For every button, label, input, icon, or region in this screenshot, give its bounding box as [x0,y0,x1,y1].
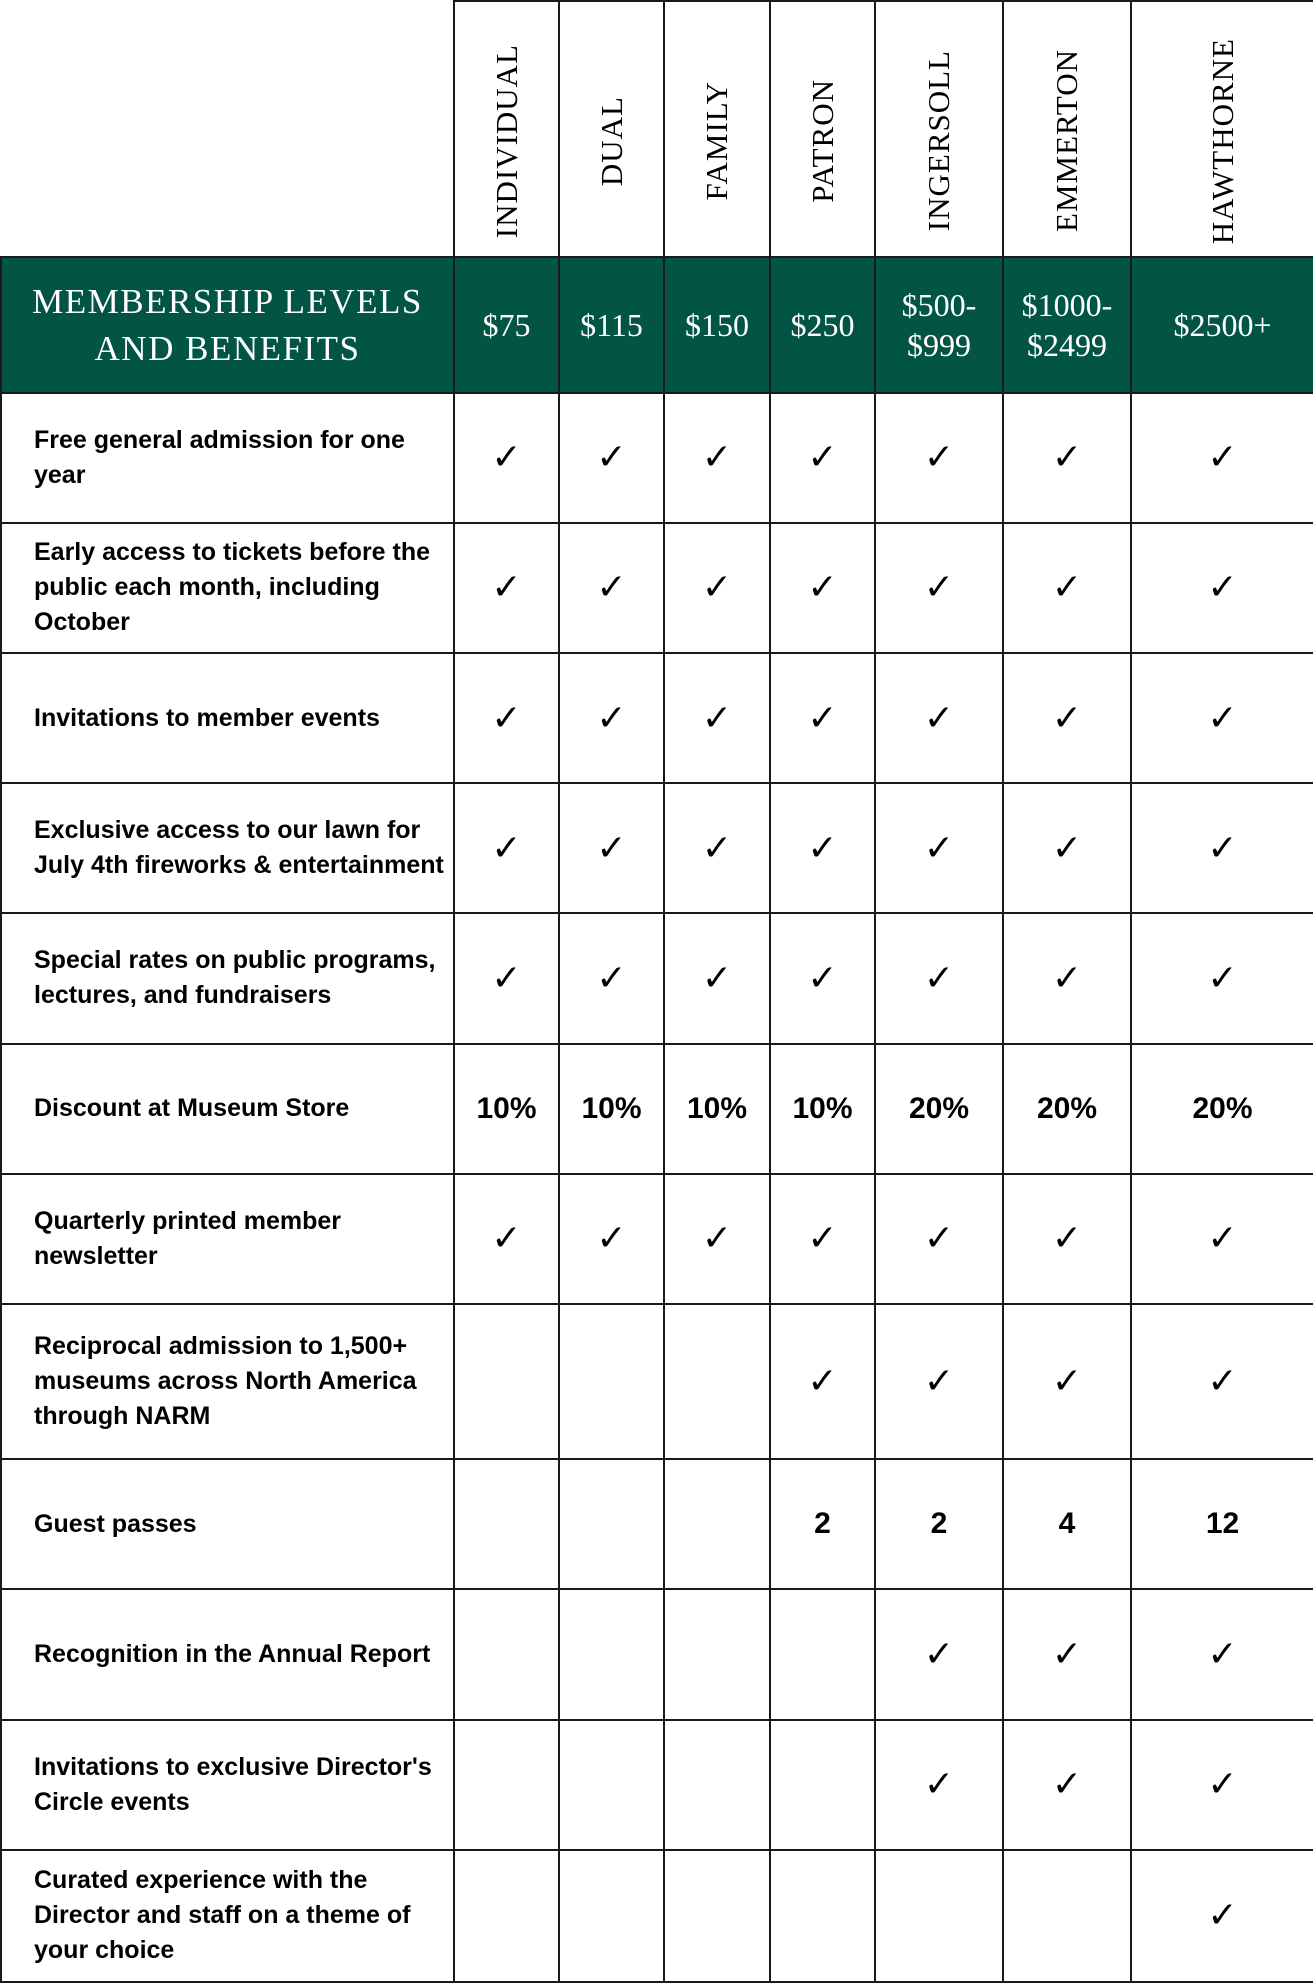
benefit-cell-ingersoll [875,393,1003,523]
benefit-label: Early access to tickets before the public each month, including October [1,523,454,653]
benefit-label: Invitations to exclusive Director's Circle events [1,1720,454,1850]
benefit-value: 10% [686,1091,748,1125]
tier-price-dual [559,257,664,392]
benefit-label: Exclusive access to our lawn for July 4th fireworks & entertainment [1,783,454,913]
benefit-cell-hawthorne [1131,1044,1313,1174]
checkmark-icon: ✓ [923,437,955,479]
checkmark-icon: ✓ [1207,957,1238,999]
benefit-row [1,1044,1313,1174]
checkmark-icon: ✓ [923,1361,955,1402]
benefit-row [1,913,1313,1043]
checkmark-icon: ✓ [1051,567,1083,609]
benefit-cell-dual [559,523,664,653]
benefit-cell-ingersoll [875,1850,1003,1982]
benefit-cell-family [664,653,770,783]
benefit-cell-family [664,1044,770,1174]
tier-price-value: $500- $999 [901,286,977,363]
benefit-row [1,1304,1313,1459]
benefit-cell-individual [454,1459,559,1589]
tier-name: INDIVIDUAL [488,43,524,238]
benefit-cell-family [664,1589,770,1719]
checkmark-icon: ✓ [1051,1361,1083,1402]
benefit-cell-patron [770,653,875,783]
checkmark-icon: ✓ [807,957,838,999]
checkmark-icon: ✓ [1207,437,1238,479]
tier-header-dual [559,1,664,257]
tier-name: FAMILY [699,80,734,201]
benefit-row [1,523,1313,653]
tier-price-value: $150 [685,306,749,343]
checkmark-icon: ✓ [1051,1633,1083,1675]
benefit-cell-ingersoll [875,1589,1003,1719]
benefit-cell-ingersoll [875,1044,1003,1174]
tier-name-row [1,1,1313,257]
checkmark-icon: ✓ [1207,1895,1238,1937]
benefit-cell-hawthorne [1131,1459,1313,1589]
checkmark-icon: ✓ [923,1218,955,1260]
benefit-cell-emmerton [1003,1589,1131,1719]
checkmark-icon: ✓ [491,567,522,609]
benefit-cell-patron [770,1044,875,1174]
checkmark-icon: ✓ [807,1218,838,1260]
benefit-cell-patron [770,393,875,523]
benefit-row [1,653,1313,783]
benefit-cell-individual [454,523,559,653]
checkmark-icon: ✓ [1207,697,1238,739]
benefit-cell-hawthorne [1131,1720,1313,1850]
checkmark-icon: ✓ [1207,827,1238,869]
benefit-label: Curated experience with the Director and staff on a theme of your choice [1,1850,454,1982]
benefit-cell-patron [770,1589,875,1719]
checkmark-icon: ✓ [1051,957,1083,999]
checkmark-icon: ✓ [596,1218,627,1260]
benefit-value: 20% [1036,1091,1098,1125]
checkmark-icon: ✓ [596,957,627,999]
benefit-cell-patron [770,1720,875,1850]
benefit-cell-dual [559,653,664,783]
benefit-cell-dual [559,1720,664,1850]
tier-price-value: $2500+ [1173,306,1272,343]
benefit-cell-family [664,783,770,913]
benefit-cell-ingersoll [875,653,1003,783]
benefit-cell-patron [770,1850,875,1982]
checkmark-icon: ✓ [923,567,955,609]
tier-price-hawthorne [1131,257,1313,392]
benefit-cell-ingersoll [875,783,1003,913]
benefit-cell-family [664,1459,770,1589]
benefit-value: 10% [581,1091,642,1125]
checkmark-icon: ✓ [491,697,522,739]
benefit-cell-individual [454,1850,559,1982]
table-title-line1: MEMBERSHIP LEVELS [32,281,423,321]
checkmark-icon: ✓ [1207,1218,1238,1260]
checkmark-icon: ✓ [1051,437,1083,479]
tier-header-patron [770,1,875,257]
tier-name: PATRON [804,78,840,203]
benefit-cell-ingersoll [875,1304,1003,1459]
checkmark-icon: ✓ [923,697,955,739]
benefit-value: 2 [930,1507,948,1541]
benefit-cell-patron [770,913,875,1043]
benefit-value: 20% [1192,1091,1253,1125]
tier-price-value: $75 [482,306,531,343]
benefit-cell-emmerton [1003,1044,1131,1174]
tier-header-individual [454,1,559,257]
benefit-row [1,393,1313,523]
benefit-cell-family [664,1720,770,1850]
benefit-cell-family [664,393,770,523]
benefit-row [1,1174,1313,1304]
checkmark-icon: ✓ [923,1764,955,1806]
benefit-cell-hawthorne [1131,1850,1313,1982]
tier-name: INGERSOLL [921,50,956,232]
benefit-cell-individual [454,783,559,913]
benefit-row [1,783,1313,913]
checkmark-icon: ✓ [923,1633,955,1675]
table-title [1,257,454,392]
corner-blank [1,1,454,257]
benefit-cell-dual [559,393,664,523]
benefit-cell-family [664,523,770,653]
tier-name: DUAL [593,95,629,186]
benefit-cell-hawthorne [1131,523,1313,653]
benefit-cell-individual [454,913,559,1043]
benefit-value: 10% [476,1091,537,1125]
benefit-cell-emmerton [1003,913,1131,1043]
benefit-row [1,1459,1313,1589]
benefit-value: 20% [908,1091,970,1125]
checkmark-icon: ✓ [701,957,733,999]
benefit-cell-individual [454,393,559,523]
benefit-label: Special rates on public programs, lectures, and fundraisers [1,913,454,1043]
benefit-cell-ingersoll [875,523,1003,653]
benefit-label: Discount at Museum Store [1,1044,454,1174]
benefit-value: 10% [792,1091,853,1125]
tier-price-row [1,257,1313,392]
checkmark-icon: ✓ [807,437,838,479]
benefit-cell-emmerton [1003,1720,1131,1850]
benefit-cell-ingersoll [875,913,1003,1043]
benefit-label: Recognition in the Annual Report [1,1589,454,1719]
benefit-value: 2 [814,1507,831,1541]
checkmark-icon: ✓ [1207,567,1238,609]
benefit-cell-emmerton [1003,1459,1131,1589]
benefit-cell-patron [770,1174,875,1304]
benefit-cell-family [664,1304,770,1459]
checkmark-icon: ✓ [923,827,955,869]
benefit-cell-patron [770,523,875,653]
tier-header-emmerton [1003,1,1131,257]
checkmark-icon: ✓ [807,567,838,609]
checkmark-icon: ✓ [1051,1764,1083,1806]
tier-header-family [664,1,770,257]
benefit-label: Invitations to member events [1,653,454,783]
benefit-cell-emmerton [1003,783,1131,913]
checkmark-icon: ✓ [1207,1633,1238,1675]
checkmark-icon: ✓ [1207,1361,1238,1402]
benefit-label: Quarterly printed member newsletter [1,1174,454,1304]
benefit-cell-family [664,1174,770,1304]
checkmark-icon: ✓ [596,697,627,739]
benefit-cell-dual [559,913,664,1043]
benefit-label: Free general admission for one year [1,393,454,523]
checkmark-icon: ✓ [923,957,955,999]
tier-price-ingersoll [875,257,1003,392]
benefit-cell-hawthorne [1131,1589,1313,1719]
tier-price-family [664,257,770,392]
benefit-cell-dual [559,783,664,913]
checkmark-icon: ✓ [491,1218,522,1260]
checkmark-icon: ✓ [701,1218,733,1260]
benefit-cell-ingersoll [875,1459,1003,1589]
benefit-cell-individual [454,1589,559,1719]
benefit-cell-dual [559,1304,664,1459]
checkmark-icon: ✓ [1051,697,1083,739]
benefit-value: 12 [1205,1507,1240,1541]
benefit-cell-hawthorne [1131,783,1313,913]
checkmark-icon: ✓ [701,567,733,609]
benefit-label: Guest passes [1,1459,454,1589]
benefit-cell-individual [454,653,559,783]
table-title-line2: AND BENEFITS [94,328,361,368]
benefit-cell-emmerton [1003,653,1131,783]
benefit-row [1,1589,1313,1719]
benefit-row [1,1850,1313,1982]
benefit-cell-family [664,913,770,1043]
tier-price-value: $1000- $2499 [1021,286,1113,363]
checkmark-icon: ✓ [1207,1764,1238,1806]
tier-price-patron [770,257,875,392]
benefit-cell-emmerton [1003,1174,1131,1304]
checkmark-icon: ✓ [701,437,733,479]
checkmark-icon: ✓ [596,567,627,609]
benefit-cell-ingersoll [875,1174,1003,1304]
checkmark-icon: ✓ [807,827,838,869]
benefit-cell-individual [454,1044,559,1174]
checkmark-icon: ✓ [491,437,522,479]
benefit-cell-patron [770,1304,875,1459]
tier-name: EMMERTON [1049,49,1084,233]
checkmark-icon: ✓ [701,827,733,869]
tier-header-ingersoll [875,1,1003,257]
benefit-label: Reciprocal admission to 1,500+ museums across North America through NARM [1,1304,454,1459]
checkmark-icon: ✓ [1051,827,1083,869]
benefit-cell-ingersoll [875,1720,1003,1850]
benefit-cell-hawthorne [1131,1304,1313,1459]
benefit-cell-emmerton [1003,523,1131,653]
benefit-cell-family [664,1850,770,1982]
benefit-cell-hawthorne [1131,393,1313,523]
checkmark-icon: ✓ [1051,1218,1083,1260]
checkmark-icon: ✓ [596,437,627,479]
benefit-cell-individual [454,1174,559,1304]
benefit-cell-dual [559,1589,664,1719]
checkmark-icon: ✓ [491,827,522,869]
benefit-cell-individual [454,1720,559,1850]
benefit-cell-dual [559,1850,664,1982]
tier-price-individual [454,257,559,392]
benefit-cell-dual [559,1174,664,1304]
benefit-cell-individual [454,1304,559,1459]
tier-price-emmerton [1003,257,1131,392]
benefit-cell-hawthorne [1131,913,1313,1043]
benefit-cell-patron [770,1459,875,1589]
checkmark-icon: ✓ [596,827,627,869]
benefit-cell-emmerton [1003,1304,1131,1459]
tier-header-hawthorne [1131,1,1313,257]
benefit-cell-dual [559,1459,664,1589]
benefit-row [1,1720,1313,1850]
benefit-cell-emmerton [1003,1850,1131,1982]
tier-price-value: $115 [580,306,643,343]
tier-name: HAWTHORNE [1204,37,1240,244]
benefit-cell-emmerton [1003,393,1131,523]
benefit-cell-patron [770,783,875,913]
checkmark-icon: ✓ [807,1361,838,1402]
checkmark-icon: ✓ [491,957,522,999]
checkmark-icon: ✓ [701,697,733,739]
checkmark-icon: ✓ [807,697,838,739]
benefit-cell-dual [559,1044,664,1174]
benefit-value: 4 [1058,1507,1076,1541]
tier-price-value: $250 [790,306,855,343]
benefit-cell-hawthorne [1131,1174,1313,1304]
benefit-cell-hawthorne [1131,653,1313,783]
